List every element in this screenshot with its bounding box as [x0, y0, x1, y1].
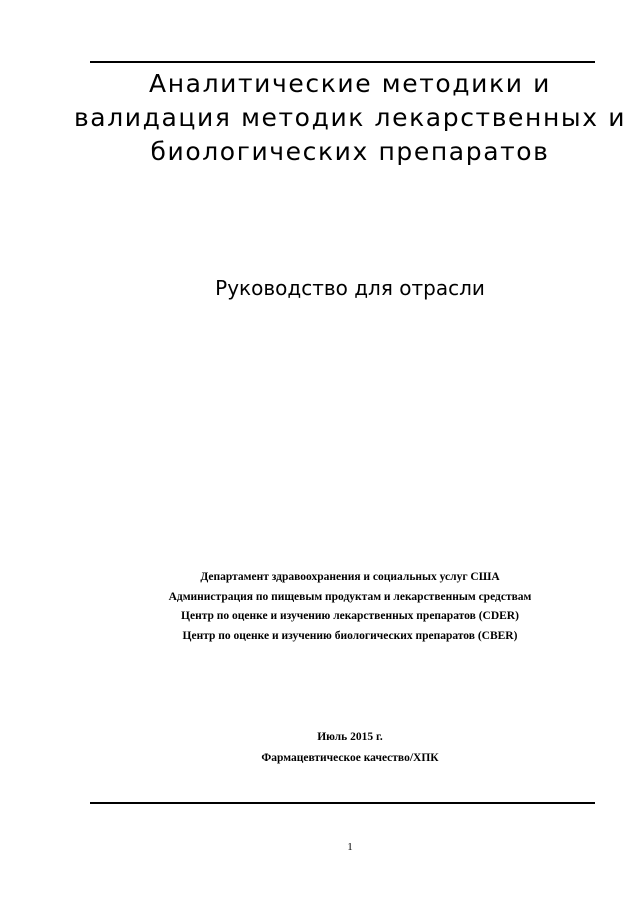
document-subtitle: Руководство для отрасли — [215, 276, 485, 300]
agency-line-3: Центр по оценке и изучению лекарственных препаратов (CDER) — [181, 610, 519, 622]
page-number: 1 — [347, 841, 353, 853]
document-category: Фармацевтическое качество/ХПК — [261, 752, 439, 764]
title-line-2: валидация методик лекарственных и — [73, 103, 627, 132]
title-line-3: биологических препаратов — [150, 137, 550, 166]
agency-line-2: Администрация по пищевым продуктам и лекарственным средствам — [168, 590, 532, 603]
document-title — [60, 67, 638, 169]
agency-list — [60, 568, 638, 646]
agency-line-1: Департамент здравоохранения и социальных услуг США — [200, 571, 500, 583]
top-rule — [90, 61, 595, 63]
title-line-1: Аналитические методики и — [149, 69, 551, 98]
agency-line-4: Центр по оценке и изучению биологических препаратов (CBER) — [182, 629, 518, 642]
publication-date: Июль 2015 г. — [317, 731, 383, 743]
bottom-rule — [90, 802, 595, 804]
publication-info — [60, 727, 638, 769]
